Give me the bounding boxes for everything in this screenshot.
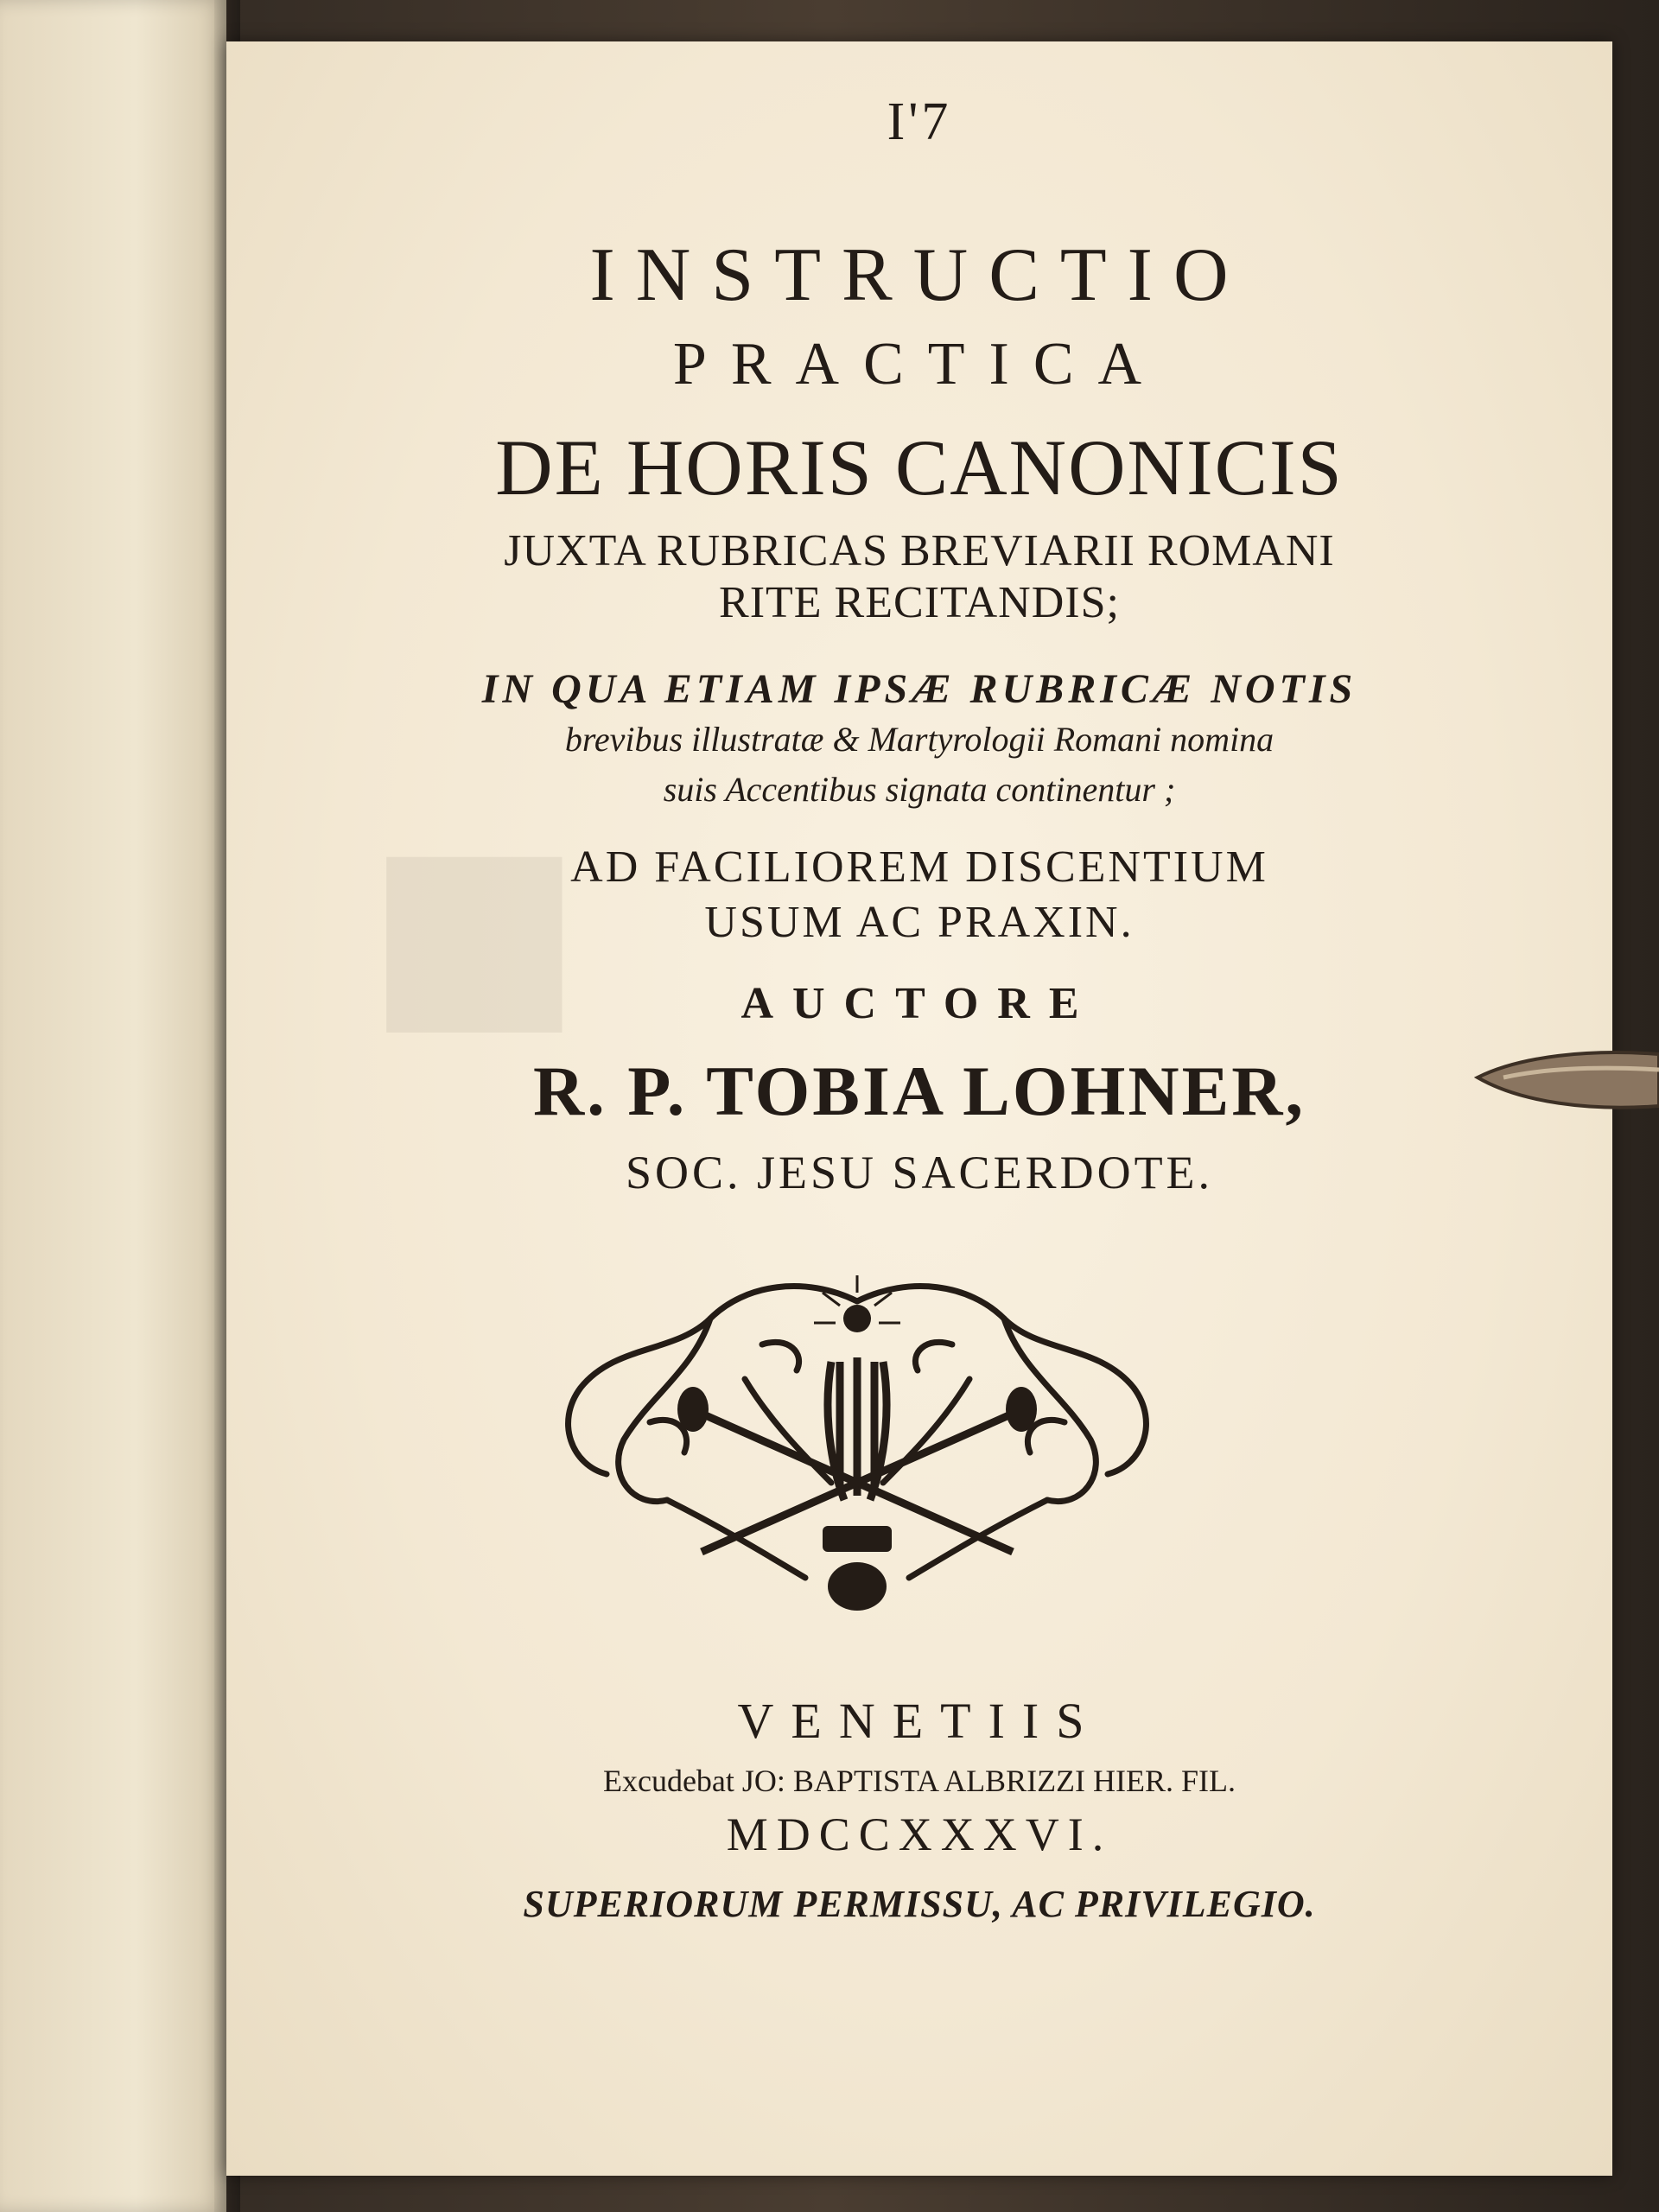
- show-through-texture: ■: [365, 750, 584, 1132]
- left-page: [0, 0, 226, 2212]
- title-line-4: JUXTA RUBRICAS BREVIARII ROMANI: [504, 526, 1335, 575]
- purpose-line-1: AD FACILIOREM DISCENTIUM: [570, 842, 1268, 892]
- title-page: [226, 41, 1612, 2176]
- subtitle-line-3: suis Accentibus signata continentur ;: [663, 770, 1176, 809]
- printers-ornament-icon: [546, 1267, 1168, 1630]
- author-label: AUCTORE: [741, 979, 1098, 1028]
- purpose-line-2: USUM AC PRAXIN.: [704, 898, 1135, 947]
- page-pointer-icon: [1469, 1030, 1659, 1125]
- imprint-printer: Excudebat JO: BAPTISTA ALBRIZZI HIER. FIL.: [602, 1764, 1236, 1798]
- folio-number: I'7: [887, 92, 952, 151]
- subtitle-line-1: IN QUA ETIAM IPSÆ RUBRICÆ NOTIS: [481, 666, 1357, 712]
- imprint-permission: SUPERIORUM PERMISSU, AC PRIVILEGIO.: [523, 1883, 1316, 1925]
- imprint-place: VENETIIS: [737, 1693, 1102, 1749]
- title-line-5: RITE RECITANDIS;: [719, 578, 1120, 627]
- imprint-year: MDCCXXXVI.: [726, 1808, 1113, 1860]
- title-line-1: INSTRUCTIO: [589, 233, 1249, 317]
- author-name: R. P. TOBIA LOHNER,: [533, 1052, 1306, 1130]
- title-line-3: DE HORIS CANONICIS: [495, 423, 1344, 512]
- subtitle-line-2: brevibus illustratæ & Martyrologii Romani nomina: [564, 720, 1274, 759]
- title-line-2: PRACTICA: [672, 331, 1166, 397]
- author-role: SOC. JESU SACERDOTE.: [625, 1147, 1214, 1198]
